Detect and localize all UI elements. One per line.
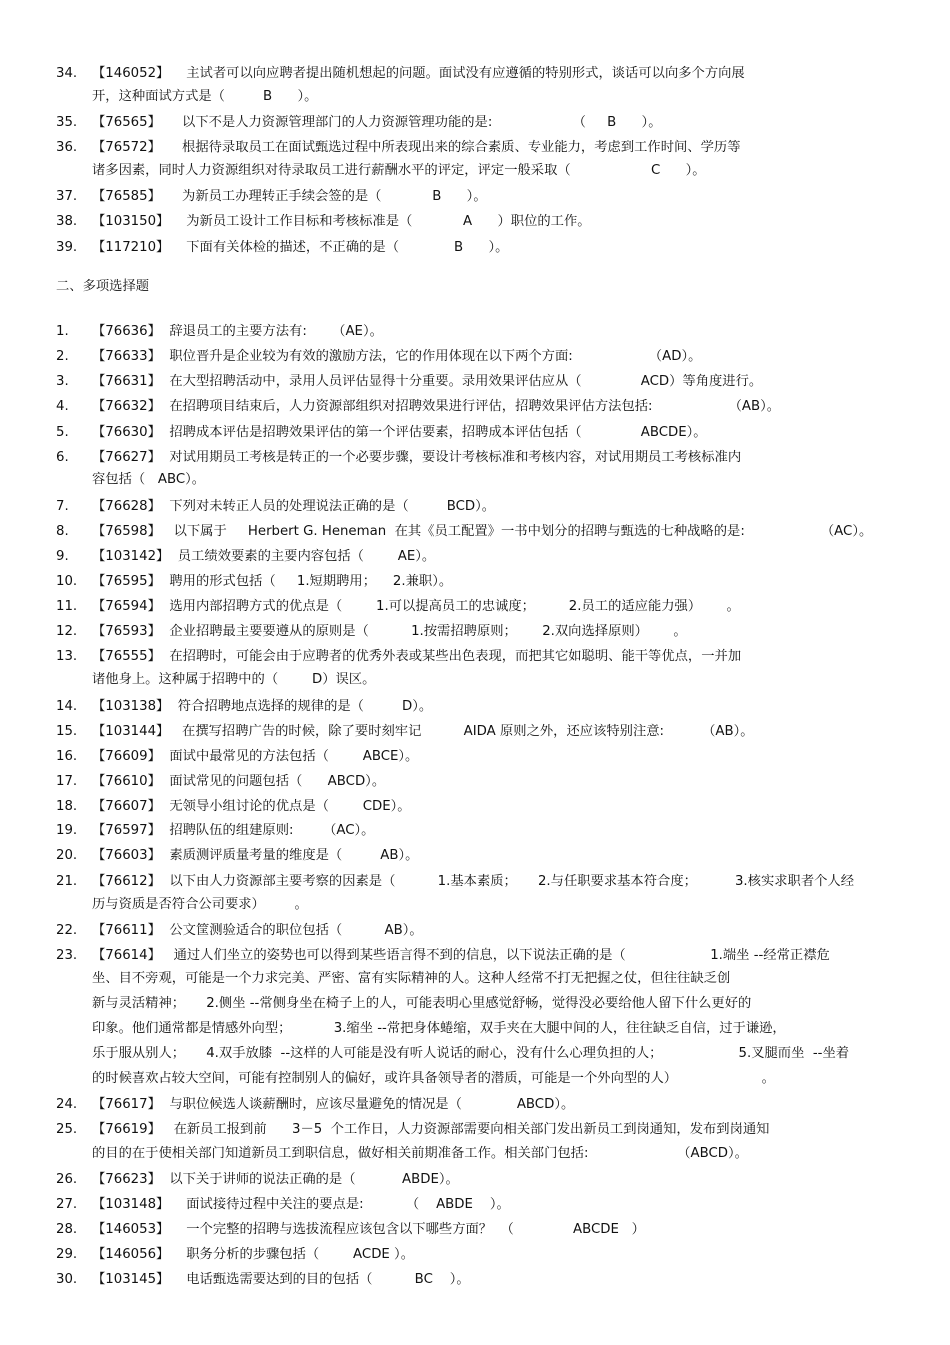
question-text: 【76614】 通过人们坐立的姿势也可以得到某些语言得不到的信息，以下说法正确的是（ 1.端坐 --经常正襟危: [92, 948, 830, 963]
question-text: 【76610】 面试常见的问题包括（ ABCD）。: [92, 774, 386, 789]
question-number: 22.: [56, 923, 78, 938]
question-text: 【76630】 招聘成本评估是招聘效果评估的第一个评估要素，招聘成本评估包括（ ABCDE）。: [92, 425, 707, 440]
question-number: 27.: [56, 1197, 78, 1212]
question-number: 39.: [56, 240, 78, 255]
question-text-continued: 诸他身上。这种属于招聘中的（ D）误区。: [92, 672, 376, 687]
question-text-continued: 容包括（ ABC）。: [92, 472, 206, 487]
question-number: 12.: [56, 624, 78, 639]
question-number: 7.: [56, 499, 69, 514]
question-number: 17.: [56, 774, 78, 789]
question-text: 【76593】 企业招聘最主要要遵从的原则是（ 1.按需招聘原则； 2.双向选择原则） 。: [92, 624, 687, 639]
question-number: 8.: [56, 524, 69, 539]
question-text-continued: 乐于服从别人； 4.双手放膝 --这样的人可能是没有听人说话的耐心，没有什么心理负担的人； 5.叉腿而坐 --坐着: [92, 1046, 850, 1061]
question-number: 26.: [56, 1172, 78, 1187]
question-text: 【76607】 无领导小组讨论的优点是（ CDE）。: [92, 799, 411, 814]
question-text: 【76623】 以下关于讲师的说法正确的是（ ABDE）。: [92, 1172, 459, 1187]
question-text-continued: 印象。他们通常都是情感外向型； 3.缩坐 --常把身体蜷缩，双手夹在大腿中间的人，往往缺乏自信，过于谦逊，: [92, 1021, 786, 1036]
question-number: 14.: [56, 699, 78, 714]
question-text: 【76598】 以下属于 Herbert G. Heneman 在其《员工配置》一书中划分的招聘与甄选的七种战略的是: （AC）。: [92, 524, 873, 539]
question-text: 【76603】 素质测评质量考量的维度是（ AB）。: [92, 848, 419, 863]
question-text-continued: 坐、目不旁观，可能是一个力求完美、严密、富有实际精神的人。这种人经常不打无把握之仗，但往往缺乏创: [92, 971, 731, 986]
question-number: 20.: [56, 848, 78, 863]
question-text: 【76619】 在新员工报到前 3－5 个工作日，人力资源部需要向相关部门发出新员工到岗通知，发布到岗通知: [92, 1122, 770, 1137]
question-number: 6.: [56, 450, 69, 465]
question-text: 【76555】 在招聘时，可能会由于应聘者的优秀外表或某些出色表现，而把其它如聪明、能干等优点，一并加: [92, 649, 742, 664]
question-text: 【146052】 主试者可以向应聘者提出随机想起的问题。面试没有应遵循的特别形式，谈话可以向多个方向展: [92, 66, 745, 81]
question-number: 36.: [56, 140, 78, 155]
question-number: 35.: [56, 115, 78, 130]
question-text-continued: 新与灵活精神； 2.侧坐 --常侧身坐在椅子上的人，可能表明心里感觉舒畅，觉得没必要给他人留下什么更好的: [92, 996, 752, 1011]
question-text: 【76565】 以下不是人力资源管理部门的人力资源管理功能的是: （ B ）。: [92, 115, 662, 130]
question-text: 【76632】 在招聘项目结束后，人力资源部组织对招聘效果进行评估，招聘效果评估方法包括: （AB）。: [92, 399, 781, 414]
question-text: 【76611】 公文筐测验适合的职位包括（ AB）。: [92, 923, 423, 938]
question-text: 【146053】 一个完整的招聘与选拔流程应该包含以下哪些方面？ （ ABCDE ）: [92, 1222, 645, 1237]
question-text: 【103138】 符合招聘地点选择的规律的是（ D）。: [92, 699, 433, 714]
question-text: 【76627】 对试用期员工考核是转正的一个必要步骤，要设计考核标准和考核内容，对试用期员工考核标准内: [92, 450, 742, 465]
question-number: 1.: [56, 324, 69, 339]
question-number: 25.: [56, 1122, 78, 1137]
question-text: 【103142】 员工绩效要素的主要内容包括（ AE）。: [92, 549, 436, 564]
question-number: 29.: [56, 1247, 78, 1262]
question-number: 10.: [56, 574, 78, 589]
question-text: 【76628】 下列对未转正人员的处理说法正确的是（ BCD）。: [92, 499, 496, 514]
question-number: 24.: [56, 1097, 78, 1112]
question-text: 【76597】 招聘队伍的组建原则: （AC）。: [92, 823, 375, 838]
question-number: 38.: [56, 214, 78, 229]
question-text: 【76617】 与职位候选人谈薪酬时，应该尽量避免的情况是（ ABCD）。: [92, 1097, 575, 1112]
question-text-continued: 诸多因素，同时人力资源组织对待录取员工进行薪酬水平的评定，评定一般采取（ C ）。: [92, 163, 706, 178]
question-text: 【76631】 在大型招聘活动中，录用人员评估显得十分重要。录用效果评估应从（ ACD）等角度进行。: [92, 374, 763, 389]
question-text: 【76636】 辞退员工的主要方法有: （AE）。: [92, 324, 383, 339]
question-text: 【103145】 电话甄选需要达到的目的包括（ BC ）。: [92, 1272, 470, 1287]
question-number: 5.: [56, 425, 69, 440]
question-text-continued: 开，这种面试方式是（ B ）。: [92, 89, 318, 104]
question-text: 【103148】 面试接待过程中关注的要点是: （ ABDE ）。: [92, 1197, 510, 1212]
question-number: 30.: [56, 1272, 78, 1287]
question-text: 【146056】 职务分析的步骤包括（ ACDE ）。: [92, 1247, 414, 1262]
question-number: 19.: [56, 823, 78, 838]
question-number: 28.: [56, 1222, 78, 1237]
question-text-continued: 的时候喜欢占较大空间，可能有控制别人的偏好，或许具备领导者的潜质，可能是一个外向型的人） 。: [92, 1071, 775, 1086]
question-text-continued: 历与资质是否符合公司要求） 。: [92, 897, 308, 912]
question-text: 【76612】 以下由人力资源部主要考察的因素是（ 1.基本素质； 2.与任职要求基本符合度； 3.核实求职者个人经: [92, 874, 855, 889]
question-text: 【76633】 职位晋升是企业较为有效的激励方法，它的作用体现在以下两个方面: （AD）。: [92, 349, 702, 364]
question-number: 34.: [56, 66, 78, 81]
question-text: 【76572】 根据待录取员工在面试甄选过程中所表现出来的综合素质、专业能力，考虑到工作时间、学历等: [92, 140, 741, 155]
question-text: 【117210】 下面有关体检的描述，不正确的是（ B ）。: [92, 240, 509, 255]
question-number: 15.: [56, 724, 78, 739]
question-number: 9.: [56, 549, 69, 564]
question-number: 16.: [56, 749, 78, 764]
section-heading: 二、多项选择题: [56, 279, 150, 294]
question-number: 4.: [56, 399, 69, 414]
question-number: 37.: [56, 189, 78, 204]
question-text: 【76594】 选用内部招聘方式的优点是（ 1.可以提高员工的忠诚度； 2.员工的适应能力强） 。: [92, 599, 740, 614]
question-number: 21.: [56, 874, 78, 889]
question-number: 23.: [56, 948, 78, 963]
question-text: 【103150】 为新员工设计工作目标和考核标准是（ A ）职位的工作。: [92, 214, 591, 229]
question-number: 11.: [56, 599, 78, 614]
question-number: 3.: [56, 374, 69, 389]
question-text: 【76585】 为新员工办理转正手续会签的是（ B ）。: [92, 189, 487, 204]
question-number: 18.: [56, 799, 78, 814]
question-text: 【76595】 聘用的形式包括（ 1.短期聘用； 2.兼职）。: [92, 574, 453, 589]
question-number: 2.: [56, 349, 69, 364]
question-number: 13.: [56, 649, 78, 664]
question-text-continued: 的目的在于使相关部门知道新员工到职信息，做好相关前期准备工作。相关部门包括: （ABCD）。: [92, 1146, 748, 1161]
question-text: 【103144】 在撰写招聘广告的时候，除了要时刻牢记 AIDA 原则之外，还应该特别注意: （AB）。: [92, 724, 754, 739]
question-text: 【76609】 面试中最常见的方法包括（ ABCE）。: [92, 749, 419, 764]
